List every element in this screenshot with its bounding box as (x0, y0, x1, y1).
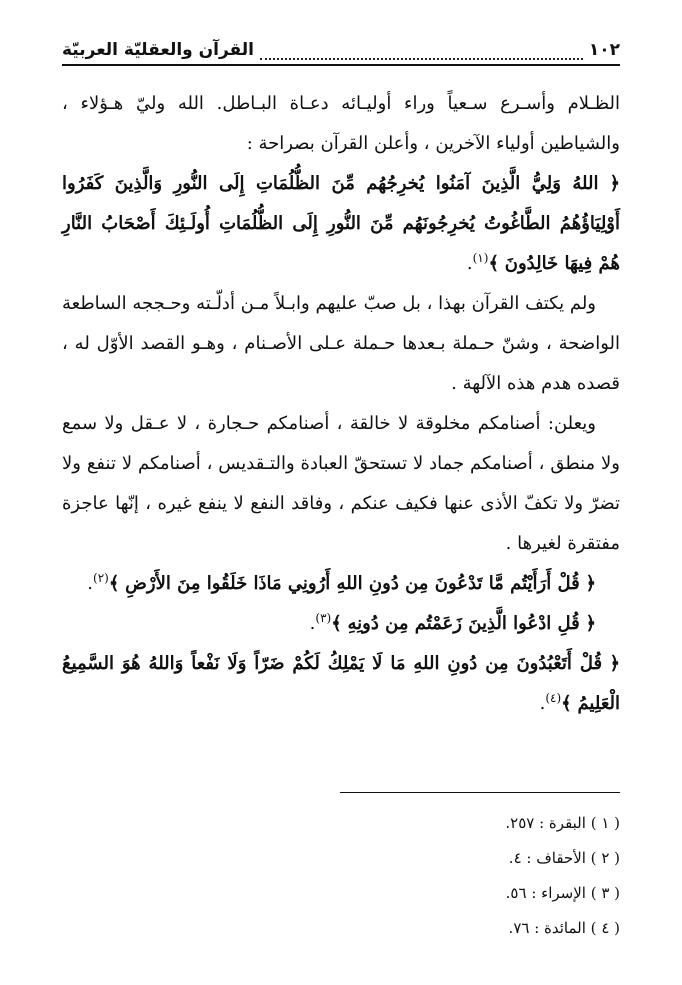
period: . (466, 253, 473, 274)
footnote-ref: (٣) (315, 611, 332, 625)
verse-open-bracket: ﴿ (585, 613, 596, 634)
paragraph-3: ويعلن: أصنامكم مخلوقة لا خالقة ، أصنامكم حـجارة ، لا عـقل ولا سمع ولا منطق ، أصنامكم جماد لا تستحقّ العبادة والتـقديس ، أصنامكم لا تنفع ولا تضرّ ولا تكفّ الأذى عنها فكيف عنكم ، وفاقد النفع لا ينفع غيره ، إنّها عاجزة مفتقرة لغيرها . (62, 413, 620, 554)
period: . (309, 613, 316, 634)
paragraph-2: ولم يكتف القرآن بهذا ، بل صبّ عليهم وابـلاً مـن أدلّـته وحـججه الساطعة الواضحة ، وشنّ حـملة بـعدها حـملة عـلى الأصـنام ، وهـو القصد الأوّل له ، قصده هدم هذه الآلهة . (61, 293, 620, 394)
footnote-divider (340, 792, 620, 793)
footnote-ref: (٢) (93, 571, 109, 585)
verse-text: قُلِ ادْعُوا الَّذِينَ زَعَمْتُم مِن دُونِهِ (347, 613, 580, 634)
quran-verse-1 (62, 164, 620, 284)
verse-close-bracket: ﴾ (108, 573, 120, 594)
main-text (62, 84, 620, 724)
footnote-1: ( ١ ) البقرة : ٢٥٧. (505, 814, 620, 832)
footnote-2: ( ٢ ) الأحقاف : ٤. (508, 849, 620, 867)
header-dot-leader (260, 44, 583, 60)
footnote-ref: (٤) (545, 691, 562, 705)
page-header (62, 30, 620, 66)
verse-open-bracket: ﴿ (585, 573, 596, 594)
footnote-4: ( ٤ ) المائدة : ٧٦. (508, 919, 620, 937)
period: . (539, 693, 546, 714)
page-number: ١٠٢ (588, 40, 620, 60)
quran-verse-2 (62, 564, 620, 604)
verse-text: قُلْ أَرَأَيْتُم مَّا تَدْعُونَ مِن دُونِ اللهِ أَرُونِي مَاذَا خَلَقُوا مِنَ الأَرْضِ (125, 573, 580, 594)
footnote-3: ( ٣ ) الإسراء : ٥٦. (505, 884, 620, 902)
footnotes (62, 806, 620, 946)
verse-close-bracket: ﴾ (331, 613, 342, 634)
verse-open-bracket: ﴿ (609, 653, 620, 674)
verse-text: قُلْ أَتَعْبُدُونَ مِن دُونِ اللهِ مَا لَا يَمْلِكُ لَكُمْ ضَرّاً وَلَا نَفْعاً وَاللهُ هُوَ السَّمِيعُ الْعَلِيمُ (62, 653, 620, 714)
quran-verse-4 (62, 644, 620, 724)
verse-close-bracket: ﴾ (488, 253, 499, 274)
verse-text: اللهُ وَلِيُّ الَّذِينَ آمَنُوا يُخرِجُهُم مِّنَ الظُّلُمَاتِ إِلَى النُّورِ وَالَّذِينَ كَفَرُوا أَوْلِيَاؤُهُمُ الطَّاغُوتُ يُخرِجُونَهُم مِّنَ النُّورِ إِلَى الظُّلُمَاتِ أُولَـئِكَ أَصْحَابُ النَّارِ هُمْ فِيهَا خَالِدُونَ (62, 173, 620, 274)
quran-verse-3 (62, 604, 620, 644)
paragraph-1: الظـلام وأسـرع سـعياً وراء أوليـائه دعـاة البـاطل. الله وليّ هـؤلاء ، والشياطين أولياء الآخرين ، وأعلن القرآن بصراحة : (62, 93, 620, 154)
verse-open-bracket: ﴿ (609, 173, 620, 194)
running-title: القرآن والعقليّة العربيّة (62, 40, 255, 60)
verse-close-bracket: ﴾ (561, 693, 572, 714)
period: . (87, 573, 94, 594)
footnote-ref: (١) (472, 251, 489, 265)
